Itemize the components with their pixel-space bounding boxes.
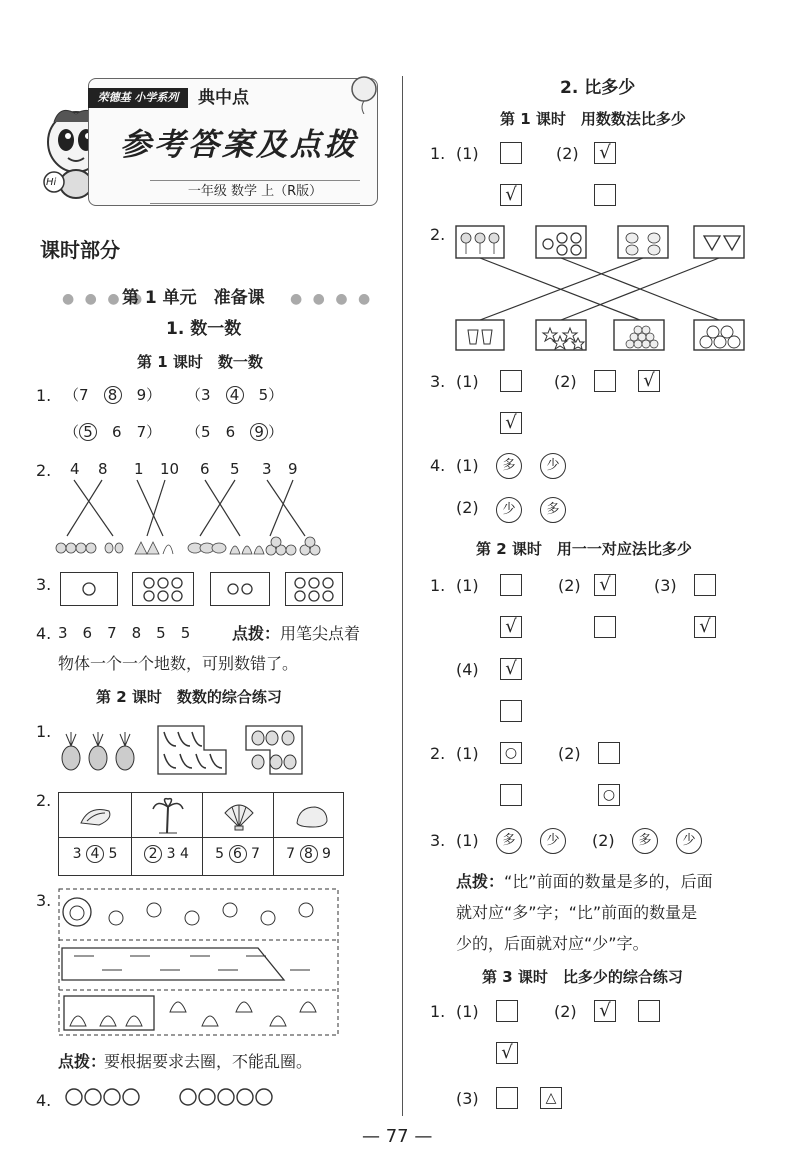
r-q3-box2	[594, 370, 616, 392]
r2-q1-p2: (2)	[558, 576, 581, 595]
r2-q1-box1	[500, 574, 522, 596]
lesson2-subtitle: 第 2 课时 数数的综合练习	[96, 688, 282, 706]
r-q1-box2: √	[594, 142, 616, 164]
r2-q1-box4: √	[500, 616, 522, 638]
l-q1-row2-a: （ 5 6 7）	[64, 423, 162, 441]
r2-q2-box1: ○	[500, 742, 522, 764]
r2-q3-duo2: 多	[632, 828, 658, 854]
r-q1-p2: (2)	[556, 144, 579, 163]
r-q3-p2: (2)	[554, 372, 577, 391]
l-q4-tip2: 物体一个一个地数，可别数错了。	[58, 654, 299, 673]
r-l2-subtitle: 第 2 课时 用一一对应法比多少	[476, 540, 692, 558]
r2-q1-box3	[694, 574, 716, 596]
header-banner	[40, 74, 385, 214]
l2-q2-cell1: 3 4 5	[72, 846, 118, 862]
r2-q2-box2	[598, 742, 620, 764]
l2-q3-tip-label: 点拨：	[58, 1052, 107, 1071]
r-q3-box1	[500, 370, 522, 392]
l-q3-box1	[60, 572, 118, 606]
r-q4-num: 4.	[430, 456, 446, 475]
pineapple-group-icon	[58, 730, 140, 772]
l-q3-box2	[132, 572, 194, 606]
r-l3-subtitle: 第 3 课时 比多少的综合练习	[482, 968, 683, 986]
scallop-icon	[223, 801, 255, 831]
r2-q1-p4: (4)	[456, 660, 479, 679]
r2-q3-p1: (1)	[456, 831, 479, 850]
r2-q3-shao1: 少	[540, 828, 566, 854]
l2-q3-figure	[58, 888, 340, 1038]
r2-q1-num: 1.	[430, 576, 446, 595]
l-q1-row1-b: （3 4 5）	[186, 386, 284, 404]
unit-title-row	[62, 288, 374, 312]
balloon-icon	[346, 74, 382, 114]
r3-q1-box3	[638, 1000, 660, 1022]
r3-q1-box4: √	[496, 1042, 518, 1064]
l-q2-n1: 8	[98, 460, 108, 478]
banana-icon	[156, 724, 228, 776]
shell-icon	[79, 803, 113, 829]
r-q1-box1	[500, 142, 522, 164]
dots-right: ● ● ● ●	[290, 291, 374, 307]
r2-tip-l1: “比”前面的数量是多的，后面	[504, 872, 713, 891]
column-divider	[402, 76, 403, 1116]
lesson1-subtitle: 第 1 课时 数一数	[137, 353, 263, 371]
r2-q2-num: 2.	[430, 744, 446, 763]
l2-q4-circles	[64, 1086, 276, 1108]
banner-subtitle: 一年级 数学 上（R版）	[187, 184, 323, 199]
brand-strip	[88, 88, 188, 108]
l-q2-n0: 4	[70, 460, 80, 478]
r2-tip-l2: 就对应“多”字；“比”前面的数量是	[456, 903, 698, 922]
r-q4-duo2: 多	[540, 497, 566, 523]
l2-q2-cell4: 7 8 9	[286, 846, 331, 862]
series-label: 典中点	[198, 88, 249, 108]
r3-q1-p1: (1)	[456, 1002, 479, 1021]
r2-q3-shao2: 少	[676, 828, 702, 854]
r-q3-box4: √	[500, 412, 522, 434]
r-q3-p1: (1)	[456, 372, 479, 391]
r-q2-figure	[454, 224, 750, 354]
r3-q1-box5	[496, 1087, 518, 1109]
r-q4-duo1: 多	[496, 453, 522, 479]
l2-q3-tip: 要根据要求去圈，不能乱圈。	[104, 1052, 313, 1071]
r2-q3-duo1: 多	[496, 828, 522, 854]
l2-q2-cell2: 2 3 4	[131, 845, 202, 863]
r2-q2-box3	[500, 784, 522, 806]
unit-title: 第 1 单元 准备课	[122, 288, 265, 308]
r-q4-shao2: 少	[496, 497, 522, 523]
r3-q1-box1	[496, 1000, 518, 1022]
l-q4-answer: 3 6 7 8 5 5	[58, 624, 191, 642]
l2-q4-num: 4.	[36, 1091, 52, 1110]
r2-q2-box4: ○	[598, 784, 620, 806]
l2-q2-cell3: 5 6 7	[215, 846, 260, 862]
l-q2-matching-lines	[55, 476, 325, 566]
l-q4-tip: 用笔尖点着	[280, 624, 361, 643]
acorn-icon	[244, 724, 304, 776]
r-q3-num: 3.	[430, 372, 446, 391]
r3-q1-box6: △	[540, 1087, 562, 1109]
dots-left: ● ● ● ●	[62, 291, 146, 307]
stone-icon	[295, 803, 329, 829]
l-q2-n5: 5	[230, 460, 240, 478]
r2-q3-p2: (2)	[592, 831, 615, 850]
acorn-group	[244, 724, 302, 774]
r2-q1-p1: (1)	[456, 576, 479, 595]
l-q1-row1-a: （7 8 9）	[64, 386, 162, 404]
r3-q1-box2: √	[594, 1000, 616, 1022]
l-q1-row2-b: （5 6 9 ）	[186, 423, 284, 441]
r-title: 2. 比多少	[560, 78, 636, 98]
page-number: — 77 —	[362, 1126, 433, 1147]
l-q3-num: 3.	[36, 575, 52, 594]
mascot-badge: Hi	[46, 177, 57, 188]
banana-group	[156, 724, 226, 774]
l-q4-tip-label: 点拨：	[232, 624, 281, 643]
r2-q1-box2: √	[594, 574, 616, 596]
l-q2-n3: 10	[160, 460, 180, 478]
r2-tip-label: 点拨：	[456, 872, 505, 891]
brand-label: 荣德基 小学系列	[97, 91, 179, 104]
r-l1-subtitle: 第 1 课时 用数数法比多少	[500, 110, 686, 128]
l-q4-num: 4.	[36, 624, 52, 643]
r2-q2-p2: (2)	[558, 744, 581, 763]
section-title: 课时部分	[40, 238, 120, 262]
r-q2-num: 2.	[430, 225, 446, 244]
r3-q1-num: 1.	[430, 1002, 446, 1021]
r-q4-shao1: 少	[540, 453, 566, 479]
lesson1-title: 1. 数一数	[166, 319, 242, 339]
r2-tip-l3: 少的，后面就对应“少”字。	[456, 934, 649, 953]
r3-q1-p3: (3)	[456, 1089, 479, 1108]
r-q1-num: 1.	[430, 144, 446, 163]
l-q2-n2: 1	[134, 460, 144, 478]
l2-q2-num: 2.	[36, 791, 52, 810]
l-q1-num: 1.	[36, 386, 52, 405]
palm-tree-icon	[151, 797, 185, 835]
l2-q1-num: 1.	[36, 722, 52, 741]
l-q3-box3	[210, 572, 270, 606]
r2-q1-box7: √	[500, 658, 522, 680]
l-q3-box4	[285, 572, 343, 606]
l2-q3-num: 3.	[36, 891, 52, 910]
r-q1-box4	[594, 184, 616, 206]
r-q4-p1: (1)	[456, 456, 479, 475]
r2-q1-p3: (3)	[654, 576, 677, 595]
r-q1-p1: (1)	[456, 144, 479, 163]
r2-q2-p1: (1)	[456, 744, 479, 763]
l-q2-num: 2.	[36, 461, 52, 480]
l2-q2-table	[58, 792, 344, 876]
l-q2-n4: 6	[200, 460, 210, 478]
r2-q1-box6: √	[694, 616, 716, 638]
l-q2-n7: 9	[288, 460, 298, 478]
r-q4-p2: (2)	[456, 498, 479, 517]
r-q3-box3: √	[638, 370, 660, 392]
l-q2-n6: 3	[262, 460, 272, 478]
banner-title: 参考答案及点拨	[120, 127, 358, 163]
subtitle-bar	[150, 180, 360, 204]
r2-q1-box8	[500, 700, 522, 722]
r-q1-box3: √	[500, 184, 522, 206]
r2-q1-box5	[594, 616, 616, 638]
r2-q3-num: 3.	[430, 831, 446, 850]
r3-q1-p2: (2)	[554, 1002, 577, 1021]
